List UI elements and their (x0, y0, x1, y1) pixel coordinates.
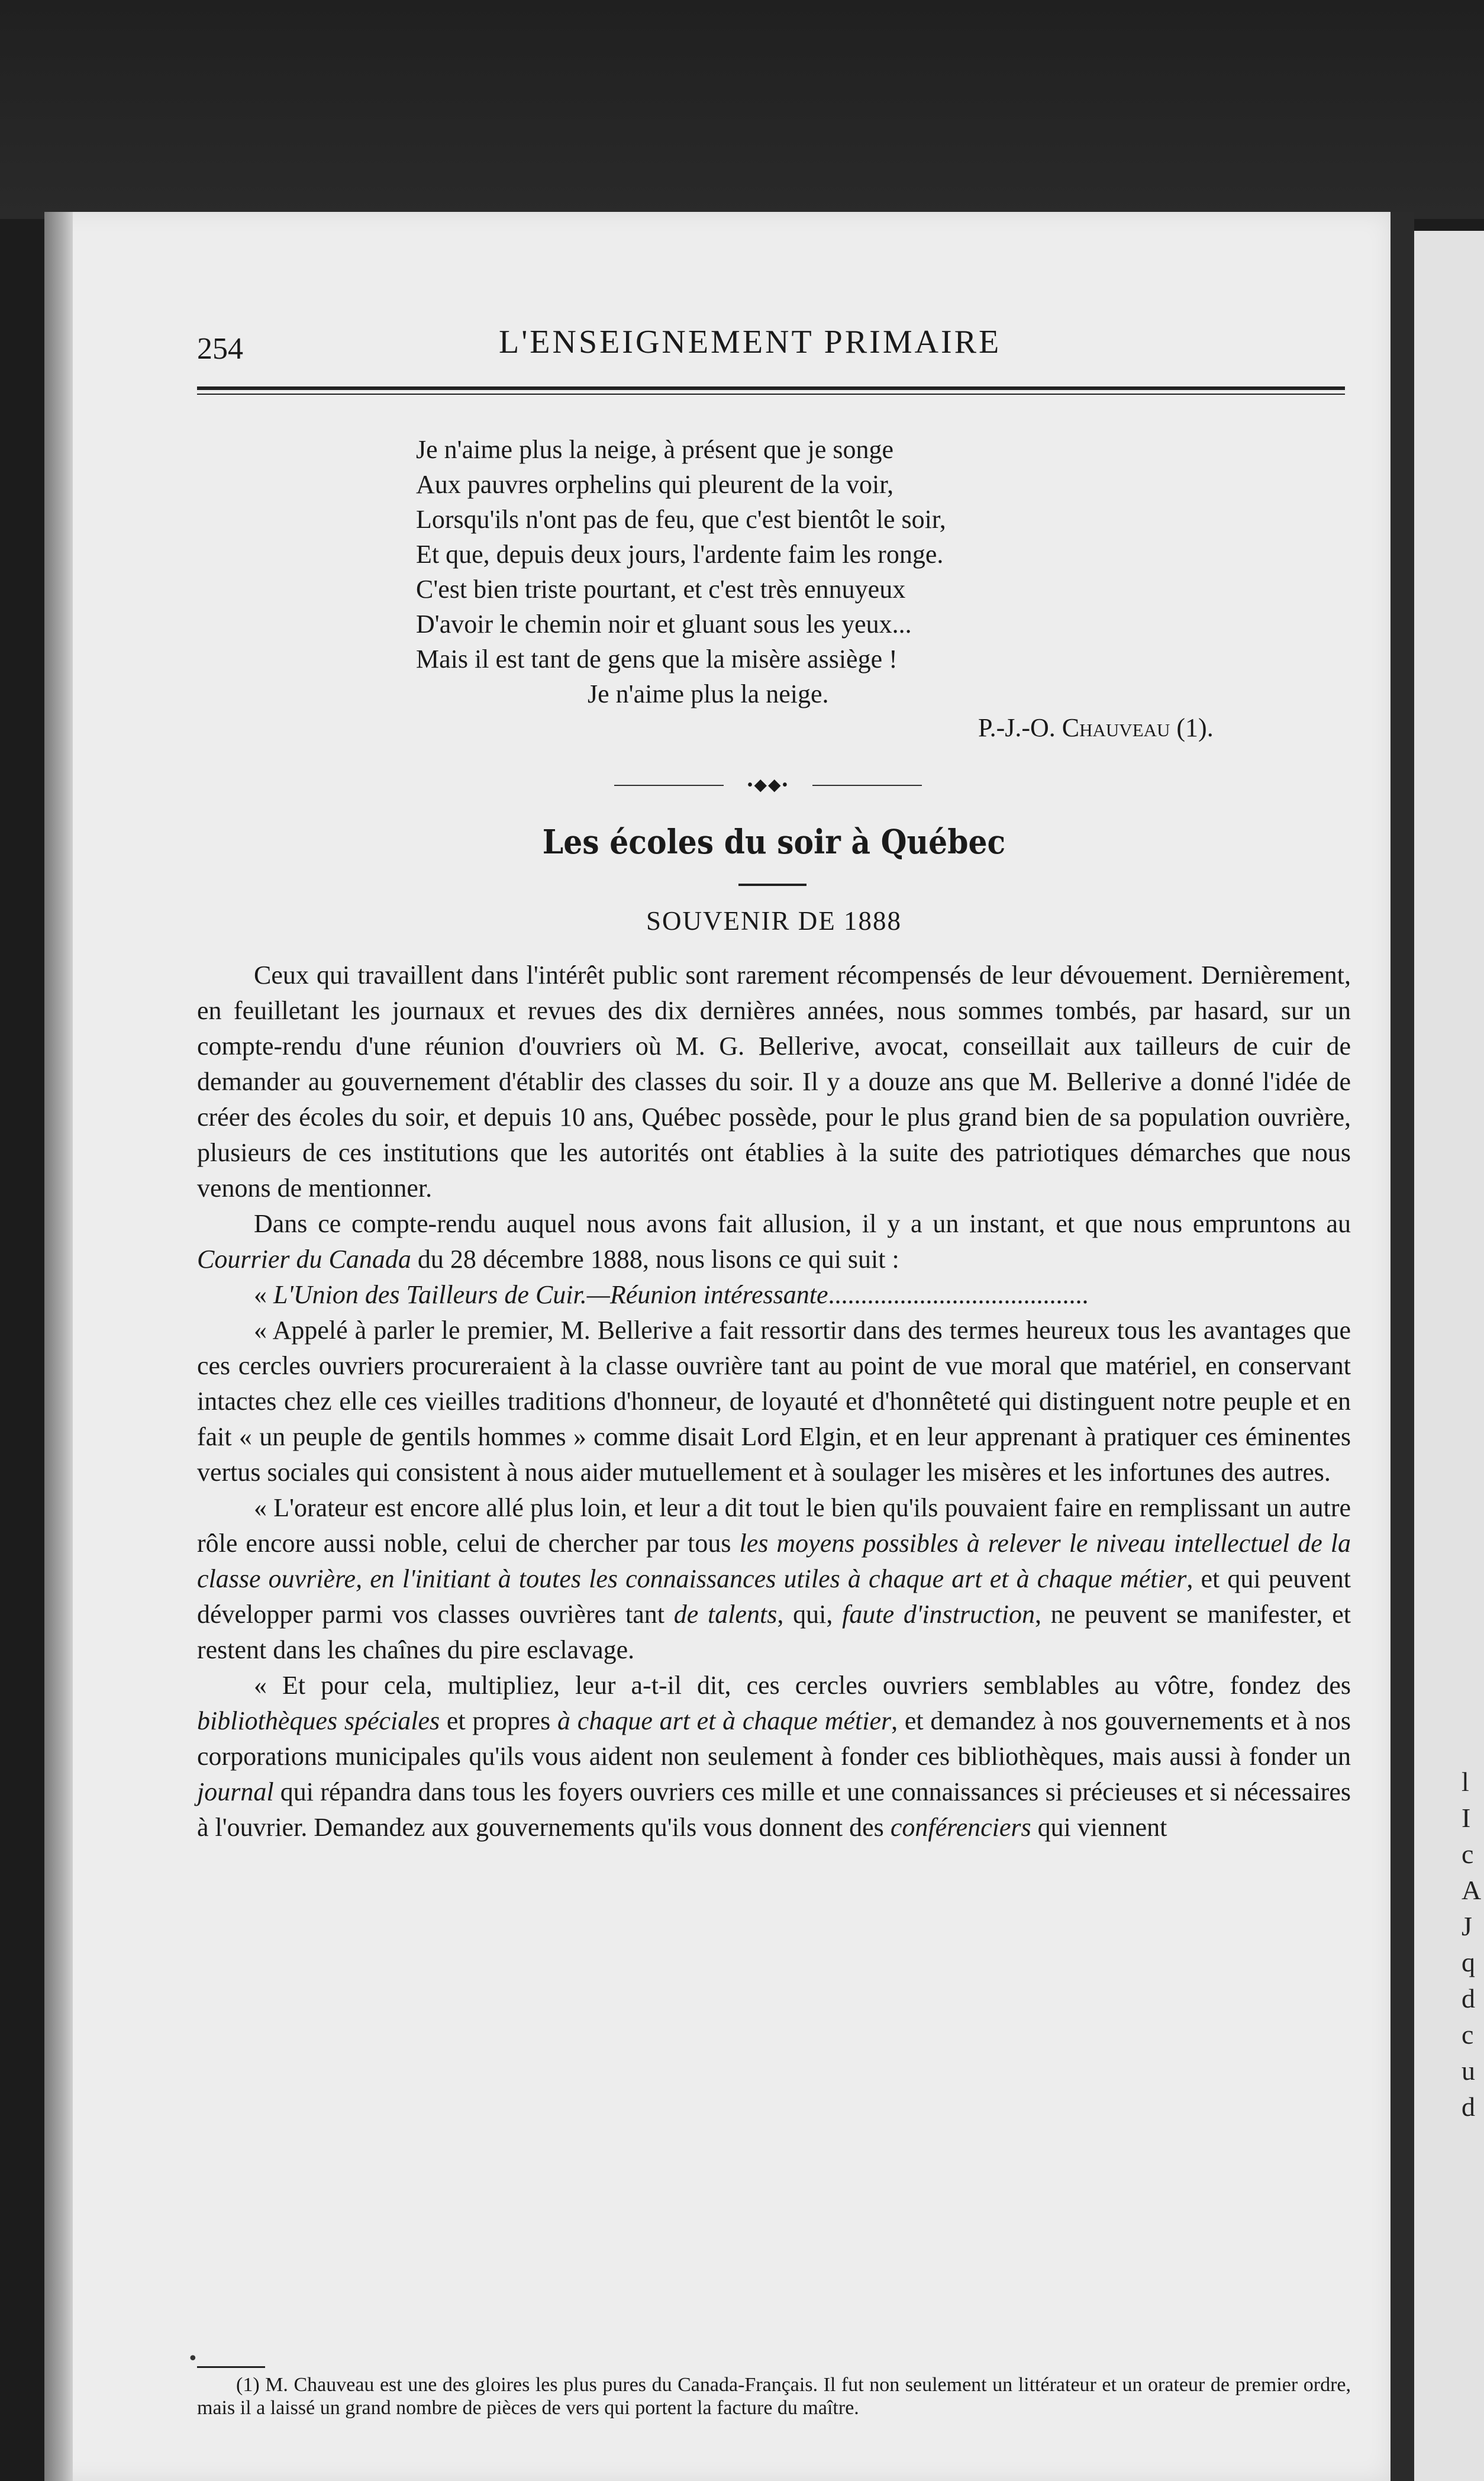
paragraph (197, 1277, 1351, 1313)
adjacent-letter: c (1462, 1839, 1474, 1869)
text-run: ........................................ (828, 1280, 1089, 1309)
signature-name: Chauveau (1062, 713, 1170, 742)
adjacent-letter: u (1462, 2055, 1475, 2086)
paragraph: « Appelé à parler le premier, M. Bellerive a fait ressortir dans des termes heureux tous les avantages que ces cercles ouvriers procureraient à la classe ouvrière tant au point de vue moral que matériel, en conservant intactes chez elle ces vieilles traditions d'honneur, de loyauté et d'honnêteté qui distinguent notre peuple et en fait « un peuple de gentils hommes » comme disait Lord Elgin, et en leur apprenant à pratiquer ces éminentes vertus sociales qui consistent à nous aider mutuellement et à soulager les misères et les infortunes des autres. (197, 1316, 1351, 1487)
text-run: , et demandez à nos gouvernements et à nos corporations municipales qu'ils vous aident non seulement à fonder ces bibliothèques, mais aussi à fonder un (197, 1706, 1351, 1771)
text-run: et propres (440, 1706, 558, 1735)
adjacent-letter: l (1462, 1767, 1469, 1797)
ornament-line-right (812, 785, 922, 786)
italic-run: L'Union des Tailleurs de Cuir.—Réunion intéressante (273, 1280, 828, 1309)
page-binding-shadow (44, 212, 73, 2481)
footnote: (1) M. Chauveau est une des gloires les plus pures du Canada-Français. Il fut non seulement un littérateur et un orateur de premier ordre, mais il a laissé un grand nombre de pièces de vers qui portent la facture du maître. (197, 2374, 1351, 2419)
page-gap (1391, 212, 1414, 2481)
italic-run: à chaque art et à chaque métier (557, 1706, 892, 1735)
poem-line: C'est bien triste pourtant, et c'est très ennuyeux (416, 575, 906, 604)
text-run: « (254, 1280, 273, 1309)
paragraph (197, 1206, 1351, 1277)
adjacent-letter: q (1462, 1947, 1475, 1977)
adjacent-letter: J (1462, 1911, 1472, 1941)
text-run: , et qui peuvent développer parmi vos classes ouvrières tant (197, 1564, 1351, 1629)
section-subtitle: SOUVENIR DE 1888 (646, 906, 902, 936)
adjacent-letter: I (1462, 1803, 1471, 1833)
text-run: qui viennent (1031, 1813, 1167, 1842)
poem-line: Aux pauvres orphelins qui pleurent de la voir, (416, 470, 894, 499)
italic-run: Courrier du Canada (197, 1245, 411, 1274)
italic-run: conférenciers (890, 1813, 1031, 1842)
poem-line: Lorsqu'ils n'ont pas de feu, que c'est bientôt le soir, (416, 505, 946, 534)
text-run: , ne peuvent se manifester, et restent dans les chaînes du pire esclavage. (197, 1600, 1351, 1664)
section-title: Les écoles du soir à Québec (542, 823, 1006, 862)
ornament-line-left (614, 785, 724, 786)
footnote-rule (197, 2366, 265, 2368)
adjacent-letter: d (1462, 1983, 1475, 2013)
section-divider-ornament (614, 778, 922, 792)
signature-initials: P.-J.-O. (978, 713, 1062, 742)
adjacent-letter: A (1462, 1875, 1482, 1905)
text-run: , qui, (777, 1600, 843, 1629)
scanner-background (0, 0, 1484, 219)
text-run: Dans ce compte-rendu auquel nous avons fait allusion, il y a un instant, et que nous empruntons au (254, 1209, 1351, 1238)
poem-line: D'avoir le chemin noir et gluant sous les yeux... (416, 610, 912, 639)
adjacent-letter: d (1462, 2092, 1475, 2122)
paragraph (197, 1490, 1351, 1668)
adjacent-page (1414, 231, 1484, 2481)
stray-mark: • (188, 2348, 198, 2369)
italic-run: les moyens possibles à relever le niveau intellectuel de la classe ouvrière, en l'initiant à toutes les connaissances utiles à chaque art et à chaque métier (197, 1529, 1351, 1593)
poem-line: Mais il est tant de gens que la misère assiège ! (416, 645, 898, 674)
poem-refrain: Je n'aime plus la neige. (588, 679, 829, 708)
signature-note: (1). (1170, 713, 1214, 742)
text-run: du 28 décembre 1888, nous lisons ce qui suit : (411, 1245, 899, 1274)
title-rule (738, 884, 806, 886)
paragraph (197, 1668, 1351, 1845)
page-header (197, 320, 1351, 367)
text-run: « Et pour cela, multipliez, leur a-t-il dit, ces cercles ouvriers semblables au vôtre, fondez des (254, 1671, 1351, 1700)
paragraph: Ceux qui travaillent dans l'intérêt public sont rarement récompensés de leur dévouement. Dernièrement, en feuilletant les journaux et revues des dix dernières années, nous sommes tombés, par hasard, sur un compte-rendu d'une réunion d'ouvriers où M. G. Bellerive, avocat, conseillait aux tailleurs de cuir de demander au gouvernement d'établir des classes du soir. Il y a douze ans que M. Bellerive a donné l'idée de créer des écoles du soir, et depuis 10 ans, Québec possède, pour le plus grand bien de sa population ouvrière, plusieurs de ces institutions que les autorités ont établies à la suite des patriotiques démarches que nous venons de mentionner. (197, 961, 1351, 1203)
text-run: qui répandra dans tous les foyers ouvriers ces mille et une connaissances si précieuses et si nécessaires à l'ouvrier. Demandez aux gouvernements qu'ils vous donnent des (197, 1777, 1351, 1842)
running-title: L'ENSEIGNEMENT PRIMAIRE (499, 324, 1002, 360)
adjacent-letter: c (1462, 2019, 1474, 2050)
header-rule (197, 386, 1345, 395)
poem-line: Et que, depuis deux jours, l'ardente faim les ronge. (416, 540, 944, 569)
adjacent-page-letters (1462, 1764, 1484, 2125)
ornament-flourish-icon: •◆◆• (747, 776, 789, 794)
italic-run: journal (197, 1777, 274, 1806)
poem (416, 432, 946, 711)
poem-line: Je n'aime plus la neige, à présent que je songe (416, 435, 893, 464)
italic-run: bibliothèques spéciales (197, 1706, 440, 1735)
text-run: « L'orateur est encore allé plus loin, et leur a dit tout le bien qu'ils pouvaient faire en remplissant un autre rôle encore aussi noble, celui de chercher par tous (197, 1493, 1351, 1558)
italic-run: faute d'instruction (842, 1600, 1035, 1629)
article-body (197, 958, 1351, 1845)
poem-signature (978, 713, 1214, 743)
italic-run: de talents (673, 1600, 778, 1629)
page-number: 254 (197, 332, 243, 366)
